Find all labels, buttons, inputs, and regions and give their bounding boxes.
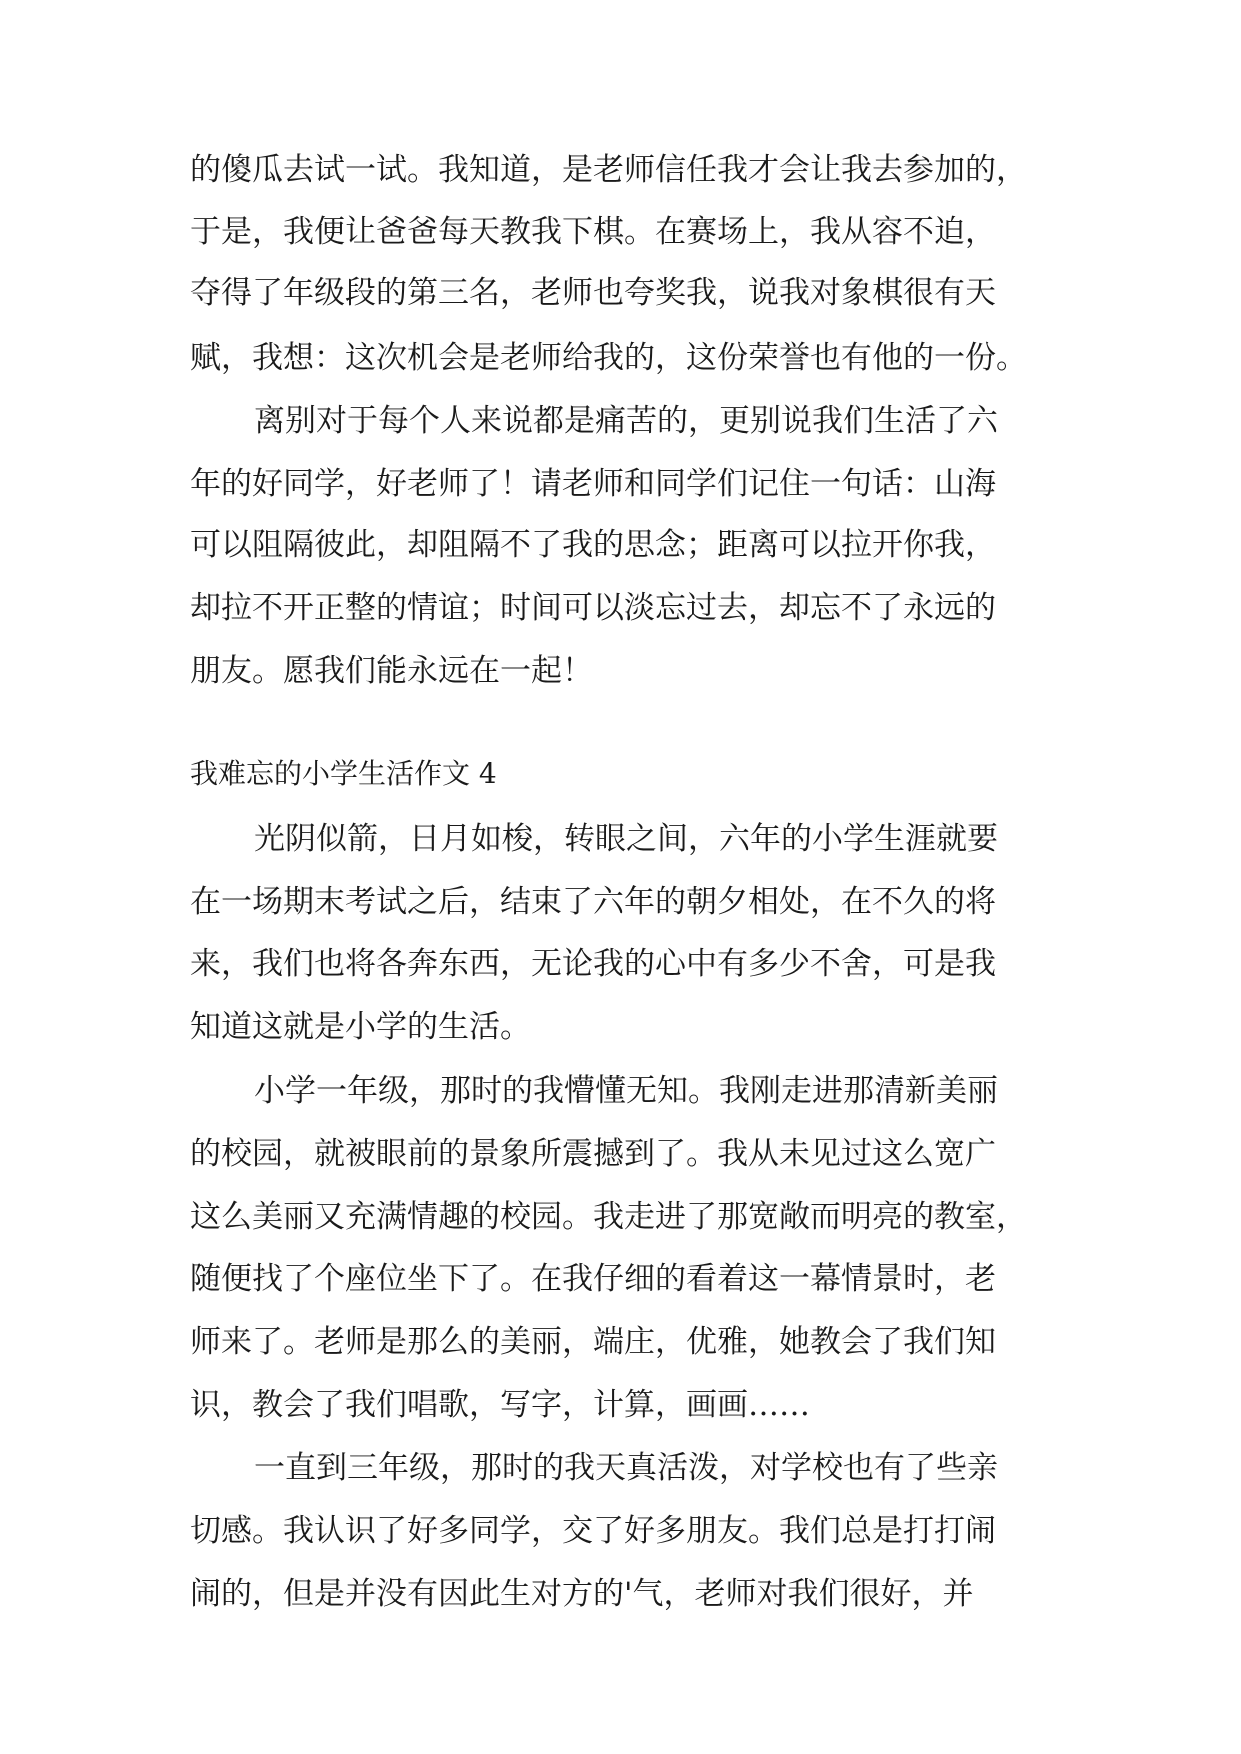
text-line: 的傻瓜去试一试。我知道，是老师信任我才会让我去参加的，: [190, 152, 1027, 188]
paragraph-first-line: 小学一年级，那时的我懵懂无知。我刚走进那清新美丽: [254, 1073, 998, 1109]
text-line: 赋，我想：这次机会是老师给我的，这份荣誉也有他的一份。: [190, 340, 1027, 376]
text-line: 于是，我便让爸爸每天教我下棋。在赛场上，我从容不迫，: [190, 214, 996, 250]
text-line: 师来了。老师是那么的美丽，端庄，优雅，她教会了我们知: [190, 1324, 996, 1360]
text-line: 识，教会了我们唱歌，写字，计算，画画……: [190, 1387, 810, 1423]
text-line: 朋友。愿我们能永远在一起！: [190, 653, 593, 689]
text-line: 来，我们也将各奔东西，无论我的心中有多少不舍，可是我: [190, 946, 996, 982]
text-line: 的校园，就被眼前的景象所震撼到了。我从未见过这么宽广: [190, 1136, 996, 1172]
text-line: 随便找了个座位坐下了。在我仔细的看着这一幕情景时，老: [190, 1261, 996, 1297]
text-line: 知道这就是小学的生活。: [190, 1009, 531, 1045]
paragraph-first-line: 离别对于每个人来说都是痛苦的，更别说我们生活了六: [254, 403, 998, 439]
text-line: 夺得了年级段的第三名，老师也夸奖我，说我对象棋很有天: [190, 275, 996, 311]
paragraph-first-line: 光阴似箭，日月如梭，转眼之间，六年的小学生涯就要: [254, 821, 998, 857]
text-line: 闹的，但是并没有因此生对方的'气，老师对我们很好，并: [190, 1576, 974, 1612]
text-line: 切感。我认识了好多同学，交了好多朋友。我们总是打打闹: [190, 1513, 996, 1549]
text-line: 却拉不开正整的情谊；时间可以淡忘过去，却忘不了永远的: [190, 590, 996, 626]
text-line: 年的好同学，好老师了！请老师和同学们记住一句话：山海: [190, 466, 996, 502]
paragraph-first-line: 一直到三年级，那时的我天真活泼，对学校也有了些亲: [254, 1450, 998, 1486]
section-title: 我难忘的小学生活作文 4: [190, 757, 497, 790]
text-line: 这么美丽又充满情趣的校园。我走进了那宽敞而明亮的教室，: [190, 1199, 1027, 1235]
text-line: 可以阻隔彼此，却阻隔不了我的思念；距离可以拉开你我，: [190, 527, 996, 563]
text-line: 在一场期末考试之后，结束了六年的朝夕相处，在不久的将: [190, 884, 996, 920]
